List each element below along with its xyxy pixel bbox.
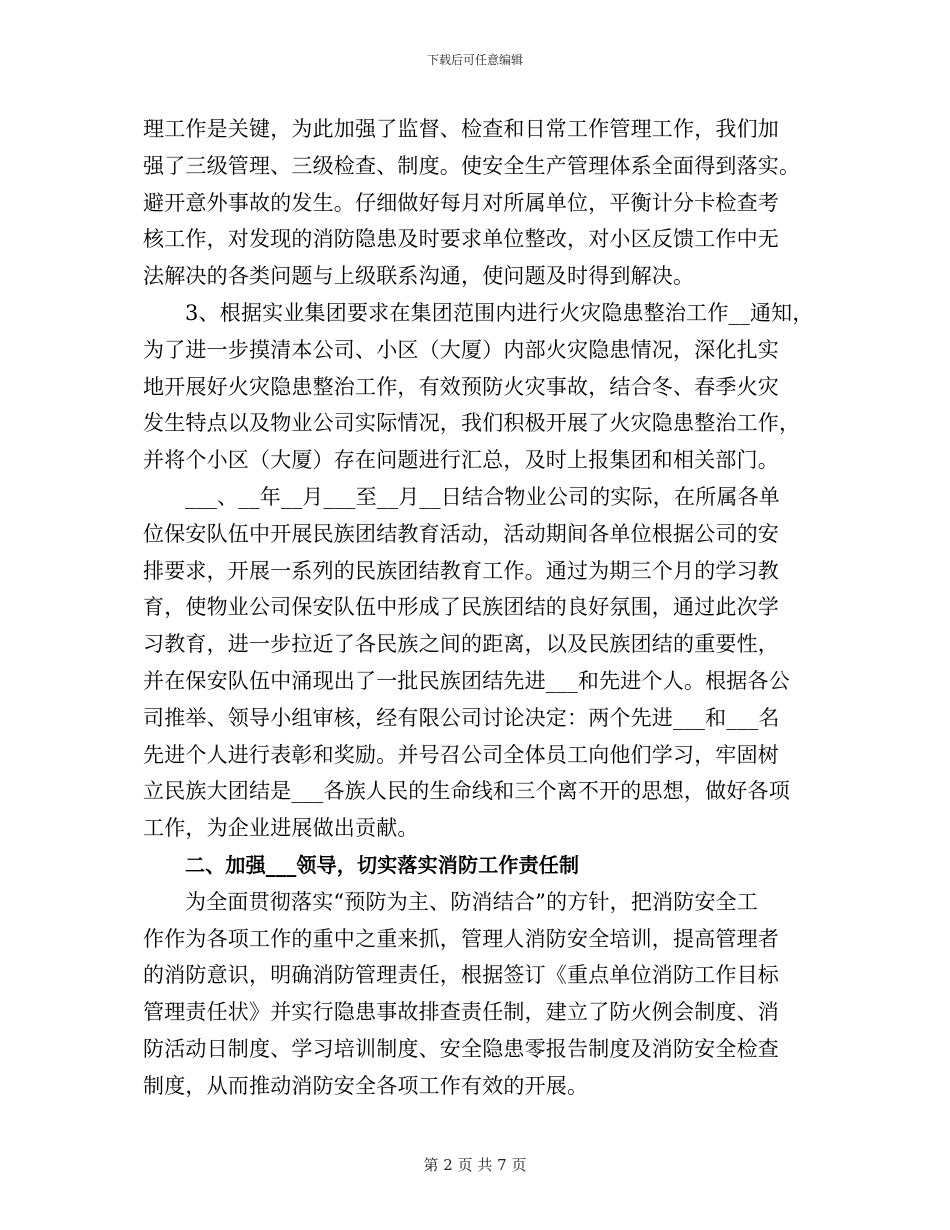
paragraph-line: 工作，为企业进展做出贡献。	[143, 816, 419, 841]
paragraph-line: 制度，从而推动消防安全各项工作有效的开展。	[143, 1073, 589, 1098]
paragraph-line: 法解决的各类问题与上级联系沟通，使问题及时得到解决。	[143, 264, 695, 289]
paragraph-line: 防活动日制度、学习培训制度、安全隐患零报告制度及消防安全检查	[143, 1036, 779, 1061]
paragraph-line: 并在保安队伍中涌现出了一批民族团结先进___和先进个人。根据各公	[143, 668, 790, 693]
paragraph-line: 育，使物业公司保安队伍中形成了民族团结的良好氛围，通过此次学	[143, 595, 779, 620]
paragraph-line: 管理责任状》并实行隐患事故排查责任制，建立了防火例会制度、消	[143, 1000, 779, 1025]
paragraph-line: 作作为各项工作的重中之重来抓，管理人消防安全培训，提高管理者	[143, 926, 779, 951]
paragraph-line: 发生特点以及物业公司实际情况，我们积极开展了火灾隐患整治工作，	[143, 411, 801, 436]
paragraph-line: 理工作是关键，为此加强了监督、检查和日常工作管理工作，我们加	[143, 117, 779, 141]
paragraph-line: 司推举、领导小组审核，经有限公司讨论决定：两个先进___和___名	[143, 705, 780, 730]
paragraph-line: 立民族大团结是___各族人民的生命线和三个离不开的思想，做好各项	[143, 779, 790, 804]
paragraph-line: 的消防意识，明确消防管理责任，根据签订《重点单位消防工作目标	[143, 963, 779, 988]
section-heading: 二、加强___领导，切实落实消防工作责任制	[185, 852, 580, 877]
paragraph-line: 避开意外事故的发生。仔细做好每月对所属单位，平衡计分卡检查考	[143, 190, 779, 215]
paragraph-line: 为全面贯彻落实“预防为主、防消结合”的方针，把消防安全工	[185, 889, 759, 914]
paragraph-line: 3、根据实业集团要求在集团范围内进行火灾隐患整治工作__通知，	[185, 300, 814, 325]
paragraph-line: 核工作，对发现的消防隐患及时要求单位整改，对小区反馈工作中无	[143, 227, 779, 252]
paragraph-line: 为了进一步摸清本公司、小区（大厦）内部火灾隐患情况，深化扎实	[143, 337, 779, 362]
paragraph-line: 地开展好火灾隐患整治工作，有效预防火灾事故，结合冬、春季火灾	[143, 374, 779, 399]
paragraph-line: 排要求，开展一系列的民族团结教育工作。通过为期三个月的学习教	[143, 558, 779, 583]
paragraph-line: 习教育，进一步拉近了各民族之间的距离，以及民族团结的重要性，	[143, 632, 779, 657]
page-number: 第 2 页 共 7 页	[423, 1156, 527, 1174]
document-body	[143, 111, 823, 1105]
paragraph-line: ___、__年__月___至__月__日结合物业公司的实际，在所属各单	[185, 484, 780, 509]
paragraph-line: 强了三级管理、三级检查、制度。使安全生产管理体系全面得到落实。	[143, 153, 801, 178]
paragraph-line: 并将个小区（大厦）存在问题进行汇总，及时上报集团和相关部门。	[143, 448, 779, 473]
paragraph-line: 先进个人进行表彰和奖励。并号召公司全体员工向他们学习，牢固树	[143, 742, 779, 767]
paragraph-line: 位保安队伍中开展民族团结教育活动，活动期间各单位根据公司的安	[143, 521, 779, 546]
header-note: 下载后可任意编辑	[426, 53, 523, 67]
